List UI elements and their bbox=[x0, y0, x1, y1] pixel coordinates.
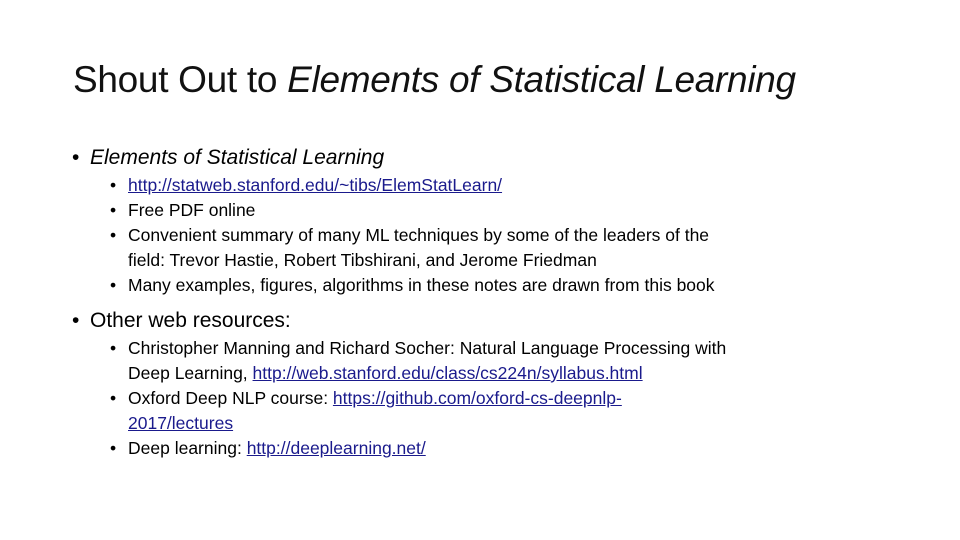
bullet-icon: • bbox=[110, 438, 117, 458]
list-item bbox=[72, 198, 892, 223]
list-item bbox=[72, 273, 892, 298]
title-emphasis: Elements of Statistical Learning bbox=[287, 59, 796, 100]
bullet-icon: • bbox=[110, 175, 117, 195]
list-item-text: Deep Learning, bbox=[128, 363, 253, 383]
bullet-icon: • bbox=[110, 225, 117, 245]
bullet-icon: • bbox=[110, 388, 117, 408]
bullet-icon: • bbox=[72, 309, 80, 332]
list-item-text: Deep learning: bbox=[128, 438, 247, 458]
esl-sublist bbox=[72, 173, 892, 298]
list-item bbox=[72, 336, 892, 386]
slide-title bbox=[73, 56, 796, 104]
section-heading-text: Other web resources: bbox=[90, 309, 291, 332]
section-heading-web-resources bbox=[72, 306, 892, 336]
deeplearning-link[interactable]: http://deeplearning.net/ bbox=[246, 438, 426, 458]
list-item-text-line1: Convenient summary of many ML techniques by some of the leaders of the bbox=[128, 225, 710, 245]
section-heading-text: Elements of Statistical Learning bbox=[90, 146, 385, 169]
list-item-text-line1: Christopher Manning and Richard Socher: Natural Language Processing with bbox=[128, 338, 727, 358]
section-gap bbox=[72, 298, 892, 306]
bullet-icon: • bbox=[110, 200, 117, 220]
section-heading-esl bbox=[72, 143, 892, 173]
list-item bbox=[72, 436, 892, 461]
list-item bbox=[72, 173, 892, 198]
bullet-icon: • bbox=[110, 275, 117, 295]
list-item-text: Free PDF online bbox=[128, 200, 256, 220]
bullet-icon: • bbox=[110, 338, 117, 358]
list-item-line2 bbox=[128, 411, 892, 436]
bullet-icon: • bbox=[72, 146, 80, 169]
web-resources-sublist bbox=[72, 336, 892, 461]
list-item-text: Oxford Deep NLP course: bbox=[128, 388, 333, 408]
list-item-line2 bbox=[128, 361, 892, 386]
list-item-text-line2: field: Trevor Hastie, Robert Tibshirani, and Jerome Friedman bbox=[128, 250, 597, 270]
cs224n-link[interactable]: http://web.stanford.edu/class/cs224n/syllabus.html bbox=[252, 363, 643, 383]
list-item-text: Many examples, figures, algorithms in these notes are drawn from this book bbox=[128, 275, 715, 295]
oxford-nlp-link-continued[interactable]: 2017/lectures bbox=[128, 413, 234, 433]
oxford-nlp-link[interactable]: https://github.com/oxford-cs-deepnlp- bbox=[332, 388, 622, 408]
title-prefix: Shout Out to bbox=[73, 59, 288, 100]
list-item bbox=[72, 386, 892, 436]
list-item-line1 bbox=[128, 386, 892, 411]
slide-content bbox=[72, 143, 892, 461]
list-item bbox=[72, 223, 892, 273]
list-item-line bbox=[128, 436, 892, 461]
esl-link[interactable]: http://statweb.stanford.edu/~tibs/ElemStatLearn/ bbox=[128, 175, 503, 195]
